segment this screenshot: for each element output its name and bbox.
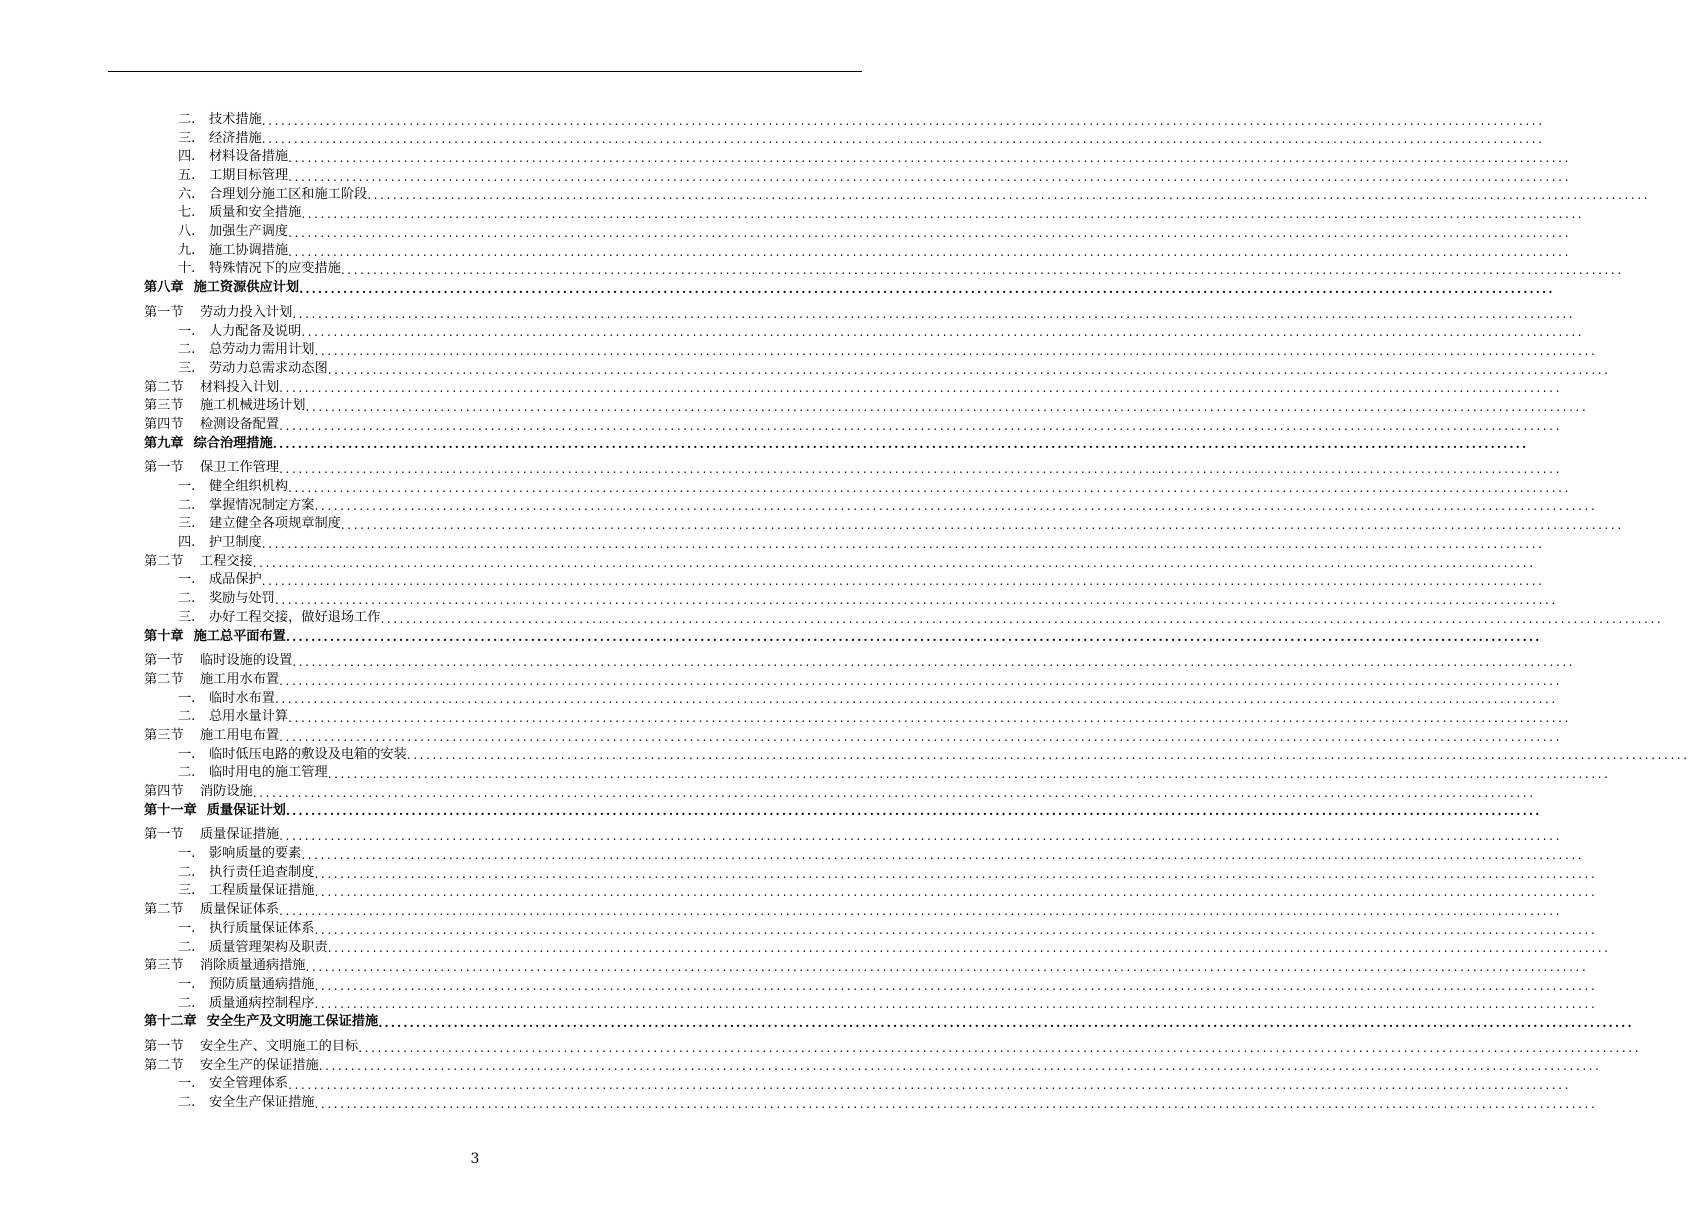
toc-entry-number: 八. [178,224,196,240]
toc-section-entry[interactable] [0,957,1589,976]
dot-leader: ........................................................................................................................................................................................................ [288,1078,1572,1093]
toc-entry-title: 劳动力总需求动态图 [209,360,328,376]
toc-entry-number: 四. [178,535,196,551]
dot-leader: ........................................................................................................................................................................................................ [327,941,1611,956]
dot-leader: ........................................................................................................................................................................................................ [314,866,1598,881]
toc-entry-title: 质量保证计划 [206,802,286,818]
toc-entry-number: 第一节 [144,304,184,320]
dot-leader: ........................................................................................................................................................................................................ [327,767,1611,782]
dot-leader: ........................................................................................................................................................................................................ [314,1096,1598,1111]
toc-entry-number: 第三节 [144,398,184,414]
toc-item-entry[interactable] [0,572,1545,591]
toc-entry-title: 安全生产保证措施 [209,1095,315,1111]
toc-entry-title: 消除质量通病措施 [200,958,306,974]
toc-item-entry[interactable] [0,883,1598,902]
toc-entry-title: 工程质量保证措施 [209,883,315,899]
dot-leader: ........................................................................................................................................................................................................ [380,611,1664,626]
toc-chapter-entry[interactable] [0,279,1555,298]
toc-item-entry[interactable] [0,939,1611,958]
dot-leader: ........................................................................................................................................................................................................ [314,885,1598,900]
toc-item-entry[interactable] [0,223,1572,242]
toc-section-entry[interactable] [0,671,1563,690]
toc-entry-title: 临时用电的施工管理 [209,765,328,781]
toc-entry-number: 一. [178,846,196,862]
toc-entry-title: 施工用水布置 [200,671,280,687]
toc-section-entry[interactable] [0,1057,1602,1076]
dot-leader: ........................................................................................................................................................................................................ [279,673,1563,688]
toc-chapter-entry[interactable] [0,628,1542,647]
dot-leader: ........................................................................................................................................................................................................ [367,188,1651,203]
toc-item-entry[interactable] [0,186,1651,205]
toc-entry-title: 掌握情况制定方案 [209,497,315,513]
toc-entry-title: 质量保证体系 [200,902,280,918]
toc-entry-number: 一. [178,479,196,495]
dot-leader: ........................................................................................................................................................................................................ [314,997,1598,1012]
dot-leader: ........................................................................................................................................................................................................ [252,785,1536,800]
toc-entry-title: 检测设备配置 [200,416,280,432]
dot-leader: ........................................................................................................................................................................................................ [301,207,1585,222]
dot-leader: ........................................................................................................................................................................................................ [288,711,1572,725]
dot-leader: ........................................................................................................................................................................................................ [279,381,1563,396]
dot-leader: ........................................................................................................................................................................................................ [261,574,1545,589]
toc-entry-number: 二. [178,709,196,725]
toc-entry-title: 质量保证措施 [200,827,280,843]
toc-entry-title: 施工机械进场计划 [200,398,306,414]
toc-entry-title: 奖励与处罚 [209,591,275,607]
toc-section-entry[interactable] [0,783,1536,802]
toc-entry-number: 第一节 [144,460,184,476]
toc-entry-title: 劳动力投入计划 [200,304,293,320]
toc-entry-number: 一. [178,690,196,706]
toc-entry-number: 一. [178,572,196,588]
toc-entry-number: 三. [178,130,196,146]
toc-entry-number: 第一节 [144,827,184,843]
dot-leader: ........................................................................................................................................................................................................ [301,325,1585,340]
toc-entry-title: 施工用电布置 [200,727,280,743]
dot-leader: ........................................................................................................................................................................................................ [285,630,1542,645]
dot-leader: ........................................................................................................................................................................................................ [279,829,1563,844]
toc-chapter-entry[interactable] [0,435,1529,454]
dot-leader: ........................................................................................................................................................................................................ [288,480,1572,495]
dot-leader: ........................................................................................................................................................................................................ [301,847,1585,862]
toc-entry-number: 第三节 [144,727,184,743]
toc-entry-number: 二. [178,591,196,607]
toc-section-entry[interactable] [0,1038,1642,1057]
toc-entry-number: 二. [178,864,196,880]
toc-entry-number: 第二节 [144,553,184,569]
toc-section-entry[interactable] [0,416,1563,435]
toc-item-entry[interactable] [0,534,1545,553]
toc-section-entry[interactable] [0,901,1563,920]
toc-entry-number: 一. [178,976,196,992]
toc-entry-title: 成品保护 [209,572,262,588]
toc-entry-title: 临时水布置 [209,690,275,706]
dot-leader: ........................................................................................................................................................................................................ [318,1059,1602,1074]
toc-item-entry[interactable] [0,995,1598,1014]
toc-entry-title: 材料设备措施 [209,149,289,165]
toc-chapter-entry[interactable] [0,1013,1634,1032]
toc-entry-title: 质量和安全措施 [209,205,302,221]
toc-item-entry[interactable] [0,920,1598,939]
toc-entry-number: 第一节 [144,1038,184,1054]
toc-entry-title: 临时低压电路的敷设及电箱的安装 [209,746,407,762]
toc-entry-title: 安全生产及文明施工保证措施 [206,1014,379,1030]
toc-entry-number: 二. [178,1095,196,1111]
toc-section-entry[interactable] [0,304,1576,323]
toc-item-entry[interactable] [0,1075,1572,1094]
toc-entry-number: 六. [178,186,196,202]
toc-entry-title: 临时设施的设置 [200,653,293,669]
toc-entry-title: 施工资源供应计划 [193,280,300,296]
toc-item-entry[interactable] [0,864,1598,883]
toc-entry-title: 安全管理体系 [209,1076,289,1092]
toc-entry-number: 二. [178,765,196,781]
toc-entry-title: 总劳动力需用计划 [209,342,315,358]
toc-entry-title: 总用水量计算 [209,709,289,725]
toc-chapter-entry[interactable] [0,802,1542,821]
toc-entry-number: 二. [178,111,196,127]
dot-leader: ........................................................................................................................................................................................................ [261,113,1545,128]
dot-leader: ........................................................................................................................................................................................................ [288,244,1572,259]
dot-leader: ........................................................................................................................................................................................................ [378,1016,1634,1030]
toc-entry-title: 护卫制度 [209,535,262,551]
dot-leader: ........................................................................................................................................................................................................ [279,462,1563,477]
header-rule [108,71,862,72]
toc-item-entry[interactable] [0,341,1598,360]
toc-entry-title: 合理划分施工区和施工阶段 [209,186,368,202]
toc-section-entry[interactable] [0,397,1589,416]
toc-section-entry[interactable] [0,826,1563,845]
toc-entry-number: 二. [178,995,196,1011]
toc-item-entry[interactable] [0,497,1598,516]
dot-leader: ........................................................................................................................................................................................................ [274,592,1558,607]
toc-item-entry[interactable] [0,976,1598,995]
toc-item-entry[interactable] [0,764,1611,783]
toc-entry-title: 质量管理架构及职责 [209,939,328,955]
toc-item-entry[interactable] [0,360,1611,379]
toc-entry-title: 影响质量的要素 [209,846,302,862]
toc-item-entry[interactable] [0,148,1572,167]
toc-entry-title: 执行质量保证体系 [209,920,315,936]
toc-entry-title: 经济措施 [209,130,262,146]
toc-item-entry[interactable] [0,167,1572,186]
dot-leader: ........................................................................................................................................................................................................ [305,400,1589,414]
toc-entry-number: 一. [178,1076,196,1092]
dot-leader: ........................................................................................................................................................................................................ [358,1040,1642,1055]
toc-entry-number: 第二节 [144,379,184,395]
toc-entry-number: 一. [178,323,196,339]
toc-entry-number: 九. [178,242,196,258]
toc-item-entry[interactable] [0,845,1585,864]
toc-entry-title: 执行责任追查制度 [209,864,315,880]
toc-entry-number: 二. [178,939,196,955]
toc-entry-title: 材料投入计划 [200,379,280,395]
toc-item-entry[interactable] [0,242,1572,261]
toc-entry-number: 三. [178,609,196,625]
toc-entry-title: 工程交接 [200,553,253,569]
toc-entry-title: 建立健全各项规章制度 [209,516,341,532]
toc-item-entry[interactable] [0,111,1545,130]
dot-leader: ........................................................................................................................................................................................................ [274,692,1558,707]
toc-item-entry[interactable] [0,204,1585,223]
toc-entry-title: 人力配备及说明 [209,323,302,339]
dot-leader: ........................................................................................................................................................................................................ [299,281,1555,296]
dot-leader: ........................................................................................................................................................................................................ [272,437,1529,452]
toc-entry-number: 三. [178,883,196,899]
toc-entry-title: 施工总平面布置 [193,628,286,644]
toc-section-entry[interactable] [0,652,1576,671]
toc-item-entry[interactable] [0,746,1690,765]
toc-entry-number: 第十一章 [144,802,197,818]
toc-entry-number: 第一节 [144,653,184,669]
table-of-contents [0,111,1690,1113]
toc-entry-number: 五. [178,168,196,184]
dot-leader: ........................................................................................................................................................................................................ [314,499,1598,514]
dot-leader: ........................................................................................................................................................................................................ [292,306,1576,321]
dot-leader: ........................................................................................................................................................................................................ [340,518,1624,533]
dot-leader: ........................................................................................................................................................................................................ [340,263,1624,278]
toc-entry-title: 消防设施 [200,784,253,800]
toc-entry-number: 七. [178,205,196,221]
toc-entry-number: 三. [178,516,196,532]
toc-entry-title: 技术措施 [209,111,262,127]
toc-section-entry[interactable] [0,727,1563,746]
toc-entry-title: 安全生产的保证措施 [200,1057,319,1073]
toc-item-entry[interactable] [0,1094,1598,1113]
toc-entry-number: 第九章 [144,435,184,451]
toc-entry-title: 综合治理措施 [193,435,273,451]
dot-leader: ........................................................................................................................................................................................................ [288,169,1572,184]
toc-entry-number: 第二节 [144,671,184,687]
dot-leader: ........................................................................................................................................................................................................ [314,978,1598,993]
toc-item-entry[interactable] [0,478,1572,497]
toc-entry-title: 质量通病控制程序 [209,995,315,1011]
toc-entry-title: 安全生产、文明施工的目标 [200,1038,359,1054]
dot-leader: ........................................................................................................................................................................................................ [305,959,1589,974]
dot-leader: ........................................................................................................................................................................................................ [327,362,1611,377]
toc-section-entry[interactable] [0,459,1563,478]
dot-leader: ........................................................................................................................................................................................................ [261,536,1545,551]
toc-entry-number: 第二节 [144,902,184,918]
dot-leader: ........................................................................................................................................................................................................ [285,804,1542,819]
toc-entry-number: 一. [178,746,196,762]
toc-entry-number: 第十二章 [144,1014,197,1030]
dot-leader: ........................................................................................................................................................................................................ [292,654,1576,669]
toc-item-entry[interactable] [0,590,1558,609]
dot-leader: ........................................................................................................................................................................................................ [252,555,1536,570]
dot-leader: ........................................................................................................................................................................................................ [288,225,1572,240]
toc-item-entry[interactable] [0,323,1585,342]
toc-entry-number: 二. [178,342,196,358]
dot-leader: ........................................................................................................................................................................................................ [288,151,1572,166]
toc-entry-number: 三. [178,360,196,376]
toc-entry-title: 预防质量通病措施 [209,976,315,992]
toc-entry-number: 一. [178,920,196,936]
toc-section-entry[interactable] [0,379,1563,398]
toc-entry-number: 第四节 [144,784,184,800]
toc-section-entry[interactable] [0,553,1536,572]
dot-leader: ........................................................................................................................................................................................................ [279,418,1563,433]
dot-leader: ........................................................................................................................................................................................................ [279,903,1563,918]
toc-item-entry[interactable] [0,708,1572,727]
toc-entry-title: 特殊情况下的应变措施 [209,261,341,277]
toc-entry-title: 工期目标管理 [209,168,289,184]
toc-item-entry[interactable] [0,130,1545,149]
page-number: 3 [470,1151,480,1167]
toc-entry-number: 第三节 [144,958,184,974]
toc-entry-title: 加强生产调度 [209,224,289,240]
dot-leader: ........................................................................................................................................................................................................ [279,729,1563,744]
toc-entry-title: 保卫工作管理 [200,460,280,476]
dot-leader: ........................................................................................................................................................................................................ [261,132,1545,147]
toc-item-entry[interactable] [0,261,1624,280]
toc-item-entry[interactable] [0,609,1664,628]
dot-leader: ........................................................................................................................................................................................................ [406,748,1690,763]
toc-entry-number: 十. [178,261,196,277]
toc-entry-number: 四. [178,149,196,165]
toc-entry-title: 健全组织机构 [209,479,289,495]
toc-item-entry[interactable] [0,690,1558,709]
toc-entry-number: 二. [178,497,196,513]
toc-item-entry[interactable] [0,515,1624,534]
dot-leader: ........................................................................................................................................................................................................ [314,922,1598,937]
toc-entry-number: 第二节 [144,1057,184,1073]
toc-entry-title: 办好工程交接，做好退场工作 [209,609,381,625]
toc-entry-number: 第四节 [144,416,184,432]
toc-entry-number: 第十章 [144,628,184,644]
toc-entry-title: 施工协调措施 [209,242,289,258]
toc-entry-number: 第八章 [144,280,184,296]
dot-leader: ........................................................................................................................................................................................................ [314,343,1598,358]
